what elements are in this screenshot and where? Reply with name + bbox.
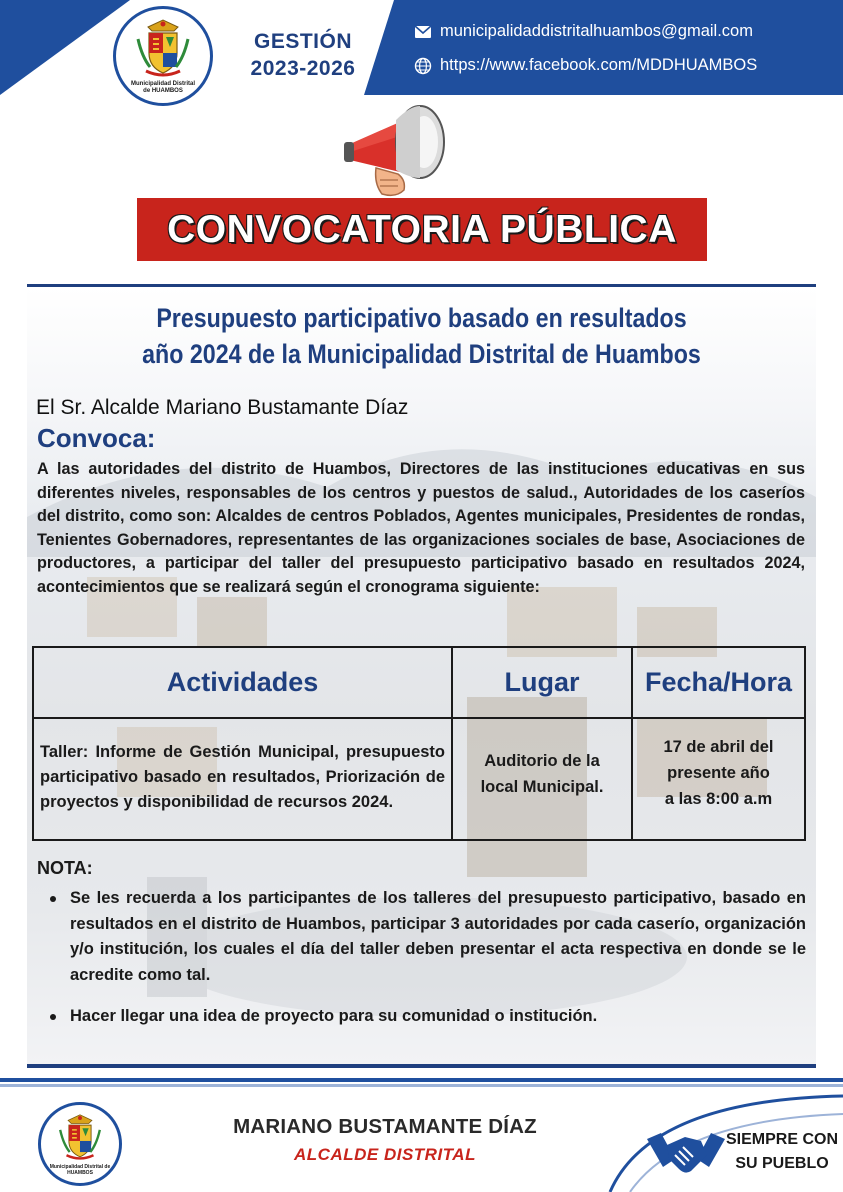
footer-municipality-logo (38, 1102, 122, 1186)
nota-list (47, 886, 806, 1030)
table-row (33, 718, 805, 840)
header-fecha-hora: Fecha/Hora (632, 647, 805, 718)
fecha-line-2: presente año (667, 764, 770, 782)
header-lugar: Lugar (452, 647, 632, 718)
mayor-role: ALCALDE DISTRITAL (294, 1145, 476, 1164)
gestion-period (228, 28, 378, 82)
coat-of-arms-icon (134, 17, 192, 79)
page-title: CONVOCATORIA PÚBLICA (167, 207, 677, 251)
slogan (722, 1128, 842, 1176)
lugar-line-1: Auditorio de la (484, 752, 600, 770)
lugar-line-2: local Municipal. (480, 778, 604, 796)
subtitle (59, 300, 784, 372)
schedule-header-row (33, 647, 805, 718)
title-banner (137, 198, 707, 261)
subtitle-line-1: Presupuesto participativo basado en resultados (156, 303, 687, 333)
contact-email[interactable] (414, 22, 753, 41)
logo-caption: Municipalidad Distrital de HUAMBOS (130, 81, 195, 94)
gestion-label: GESTIÓN (253, 30, 352, 53)
gestion-years: 2023-2026 (250, 57, 356, 80)
nota-heading: NOTA: (37, 858, 93, 878)
header-contact-bar (394, 0, 843, 95)
alcalde-line: El Sr. Alcalde Mariano Bustamante Díaz (36, 396, 409, 419)
handshake-icon (645, 1125, 727, 1180)
municipality-logo (113, 6, 213, 106)
fecha-line-3: a las 8:00 a.m (664, 790, 773, 808)
fecha-line-1: 17 de abril del (663, 738, 774, 756)
coat-of-arms-icon (57, 1112, 103, 1162)
email-text: municipalidaddistritalhuambos@gmail.com (440, 22, 753, 40)
header-actividades: Actividades (33, 647, 452, 718)
convoca-heading: Convoca: (37, 423, 156, 453)
slogan-line-1: SIEMPRE CON (725, 1131, 838, 1148)
slogan-line-2: SU PUEBLO (735, 1155, 829, 1172)
megaphone-icon (340, 102, 450, 200)
cell-lugar (452, 718, 632, 840)
cell-actividad: Taller: Informe de Gestión Municipal, presupuesto participativo basado en resultados, Priorización de proyectos y disponibilidad de recursos 2024. (33, 718, 452, 840)
list-item: Se les recuerda a los participantes de los talleres del presupuesto participativo, basado en resultados en el distrito de Huambos, participar 3 autoridades por cada caserío, organización y/o institución, los cuales el día del taller deben presentar el acta respectiva en donde se le acredite como tal. (47, 886, 806, 988)
header (0, 0, 843, 95)
mayor-name: MARIANO BUSTAMANTE DÍAZ (233, 1115, 537, 1138)
footer-logo-caption: Municipalidad Distrital de HUAMBOS (49, 1164, 111, 1176)
contact-facebook[interactable] (414, 56, 757, 75)
cell-fecha-hora (632, 718, 805, 840)
globe-icon (414, 57, 432, 75)
list-item: Hacer llegar una idea de proyecto para su comunidad o institución. (47, 1004, 806, 1030)
envelope-icon (414, 25, 432, 39)
facebook-url: https://www.facebook.com/MDDHUAMBOS (440, 56, 758, 74)
convocation-body: A las autoridades del distrito de Huambos, Directores de las instituciones educativas en sus diferentes niveles, responsables de los centros y puestos de salud., Autoridades de los caseríos del distrito, como son: Alcaldes de centros Poblados, Agentes municipales, Presidentes de rondas, Tenientes Gobernadores, representantes de las organizaciones sociales de base, Asociaciones de productores, a participar del taller del presupuesto participativo basado en resultados 2024, acontecimientos que se realizará según el cronograma siguiente: (37, 460, 805, 596)
header-accent-left (0, 0, 130, 95)
schedule-table (32, 646, 806, 841)
subtitle-line-2: año 2024 de la Municipalidad Distrital de Huambos (142, 339, 701, 369)
